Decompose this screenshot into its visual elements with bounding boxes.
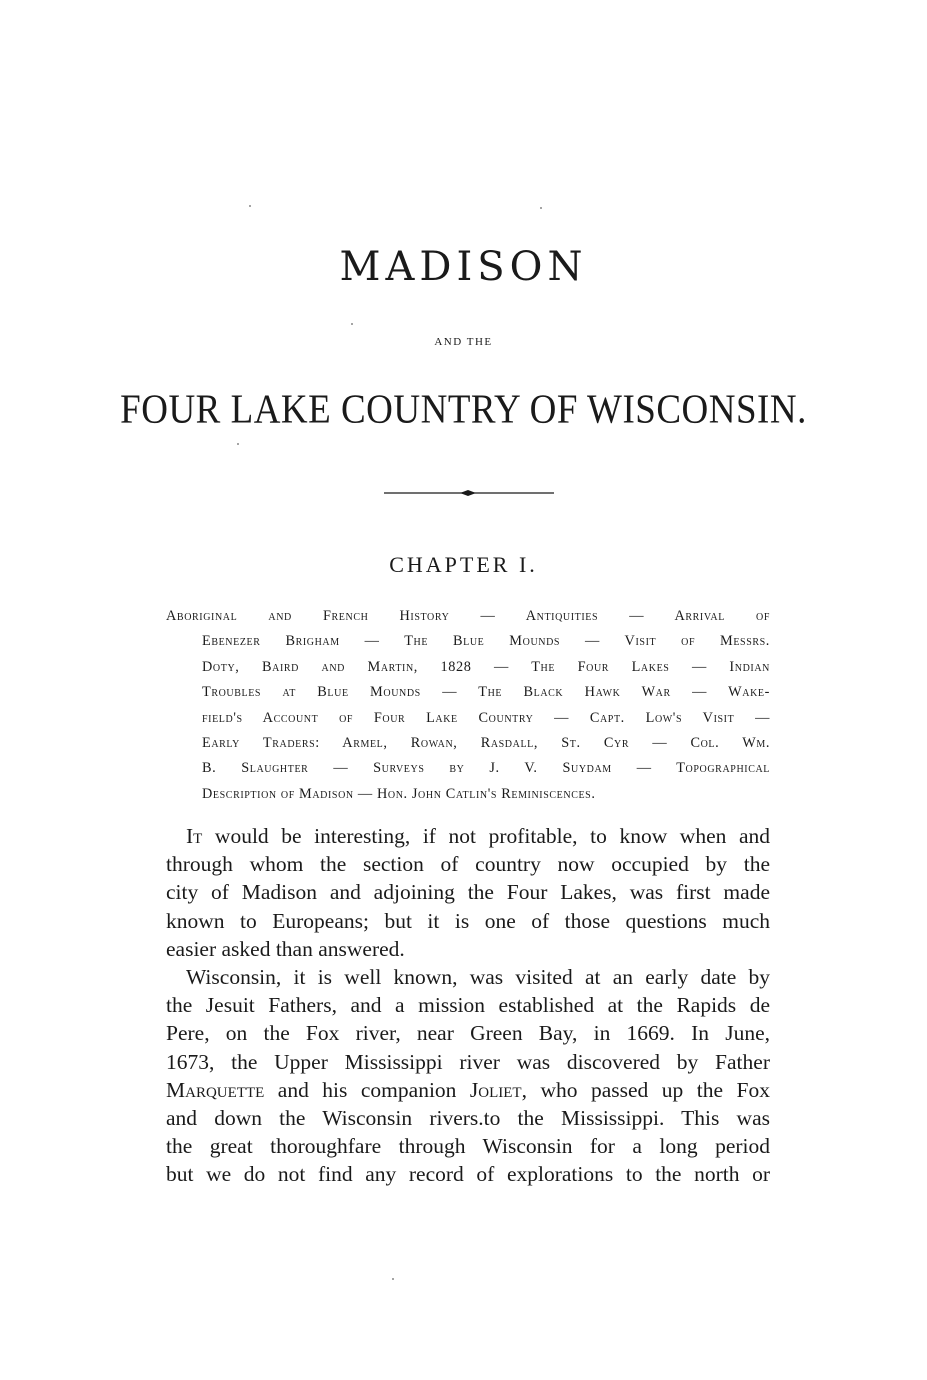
paragraph-line: easier asked than answered. [166,936,405,961]
body-text [166,822,770,1189]
paper-speck [237,443,239,445]
synopsis-line: Aboriginal and French History — Antiquities — Arrival of [166,608,770,624]
page-subtitle: FOUR LAKE COUNTRY OF WISCONSIN. [120,386,807,433]
synopsis-line: B. Slaughter — Surveys by J. V. Suydam — Topographical [202,760,770,777]
paragraph-line [166,1076,770,1104]
title-connector: AND THE [434,336,493,348]
paper-speck [392,1278,394,1280]
synopsis-line: Description of Madison — Hon. John Catlin's Reminiscences. [202,785,596,802]
dropcap-word: It [186,824,203,848]
paragraph-line: Pere, on the Fox river, near Green Bay, in 1669. In June, [166,1021,770,1046]
synopsis-line: Troubles at Blue Mounds — The Black Hawk War — Wake- [202,684,770,701]
paper-speck [351,323,353,325]
line-text: , who passed up the Fox [521,1077,770,1102]
rule-diamond-ornament-icon [384,488,554,498]
paragraph-line: Wisconsin, it is well known, was visited at an early date by [186,965,770,990]
synopsis-line: Early Traders: Armel, Rowan, Rasdall, St. Cyr — Col. Wm. [202,735,770,752]
chapter-synopsis [166,604,770,807]
paragraph-line: through whom the section of country now occupied by the [166,852,770,877]
synopsis-line: Ebenezer Brigham — The Blue Mounds — Visit of Messrs. [202,633,770,650]
page-title: MADISON [339,244,588,290]
paragraph-line: the great thoroughfare through Wisconsin for a long period [166,1134,770,1159]
paragraph-line: but we do not find any record of explorations to the north or [166,1162,770,1187]
line-text: would be interesting, if not profitable, to know when and [202,824,770,848]
paragraph-line: 1673, the Upper Mississippi river was discovered by Father [166,1049,770,1074]
synopsis-line: Doty, Baird and Martin, 1828 — The Four Lakes — Indian [202,658,770,675]
paragraph-line: the Jesuit Fathers, and a mission established at the Rapids de [166,993,770,1018]
line-text: and his companion [264,1077,470,1102]
paragraph-line: and down the Wisconsin rivers.to the Mississippi. This was [166,1106,770,1131]
chapter-heading: CHAPTER I. [389,552,538,577]
person-name: Marquette [166,1077,265,1102]
synopsis-line: field's Account of Four Lake Country — Capt. Low's Visit — [202,709,770,726]
paragraph-line: city of Madison and adjoining the Four Lakes, was first made [166,880,770,905]
paragraph-line: known to Europeans; but it is one of those questions much [166,908,770,933]
paper-speck [249,205,251,207]
person-name: Joliet [469,1077,522,1102]
paragraph-line [166,822,770,850]
paper-speck [540,207,542,209]
